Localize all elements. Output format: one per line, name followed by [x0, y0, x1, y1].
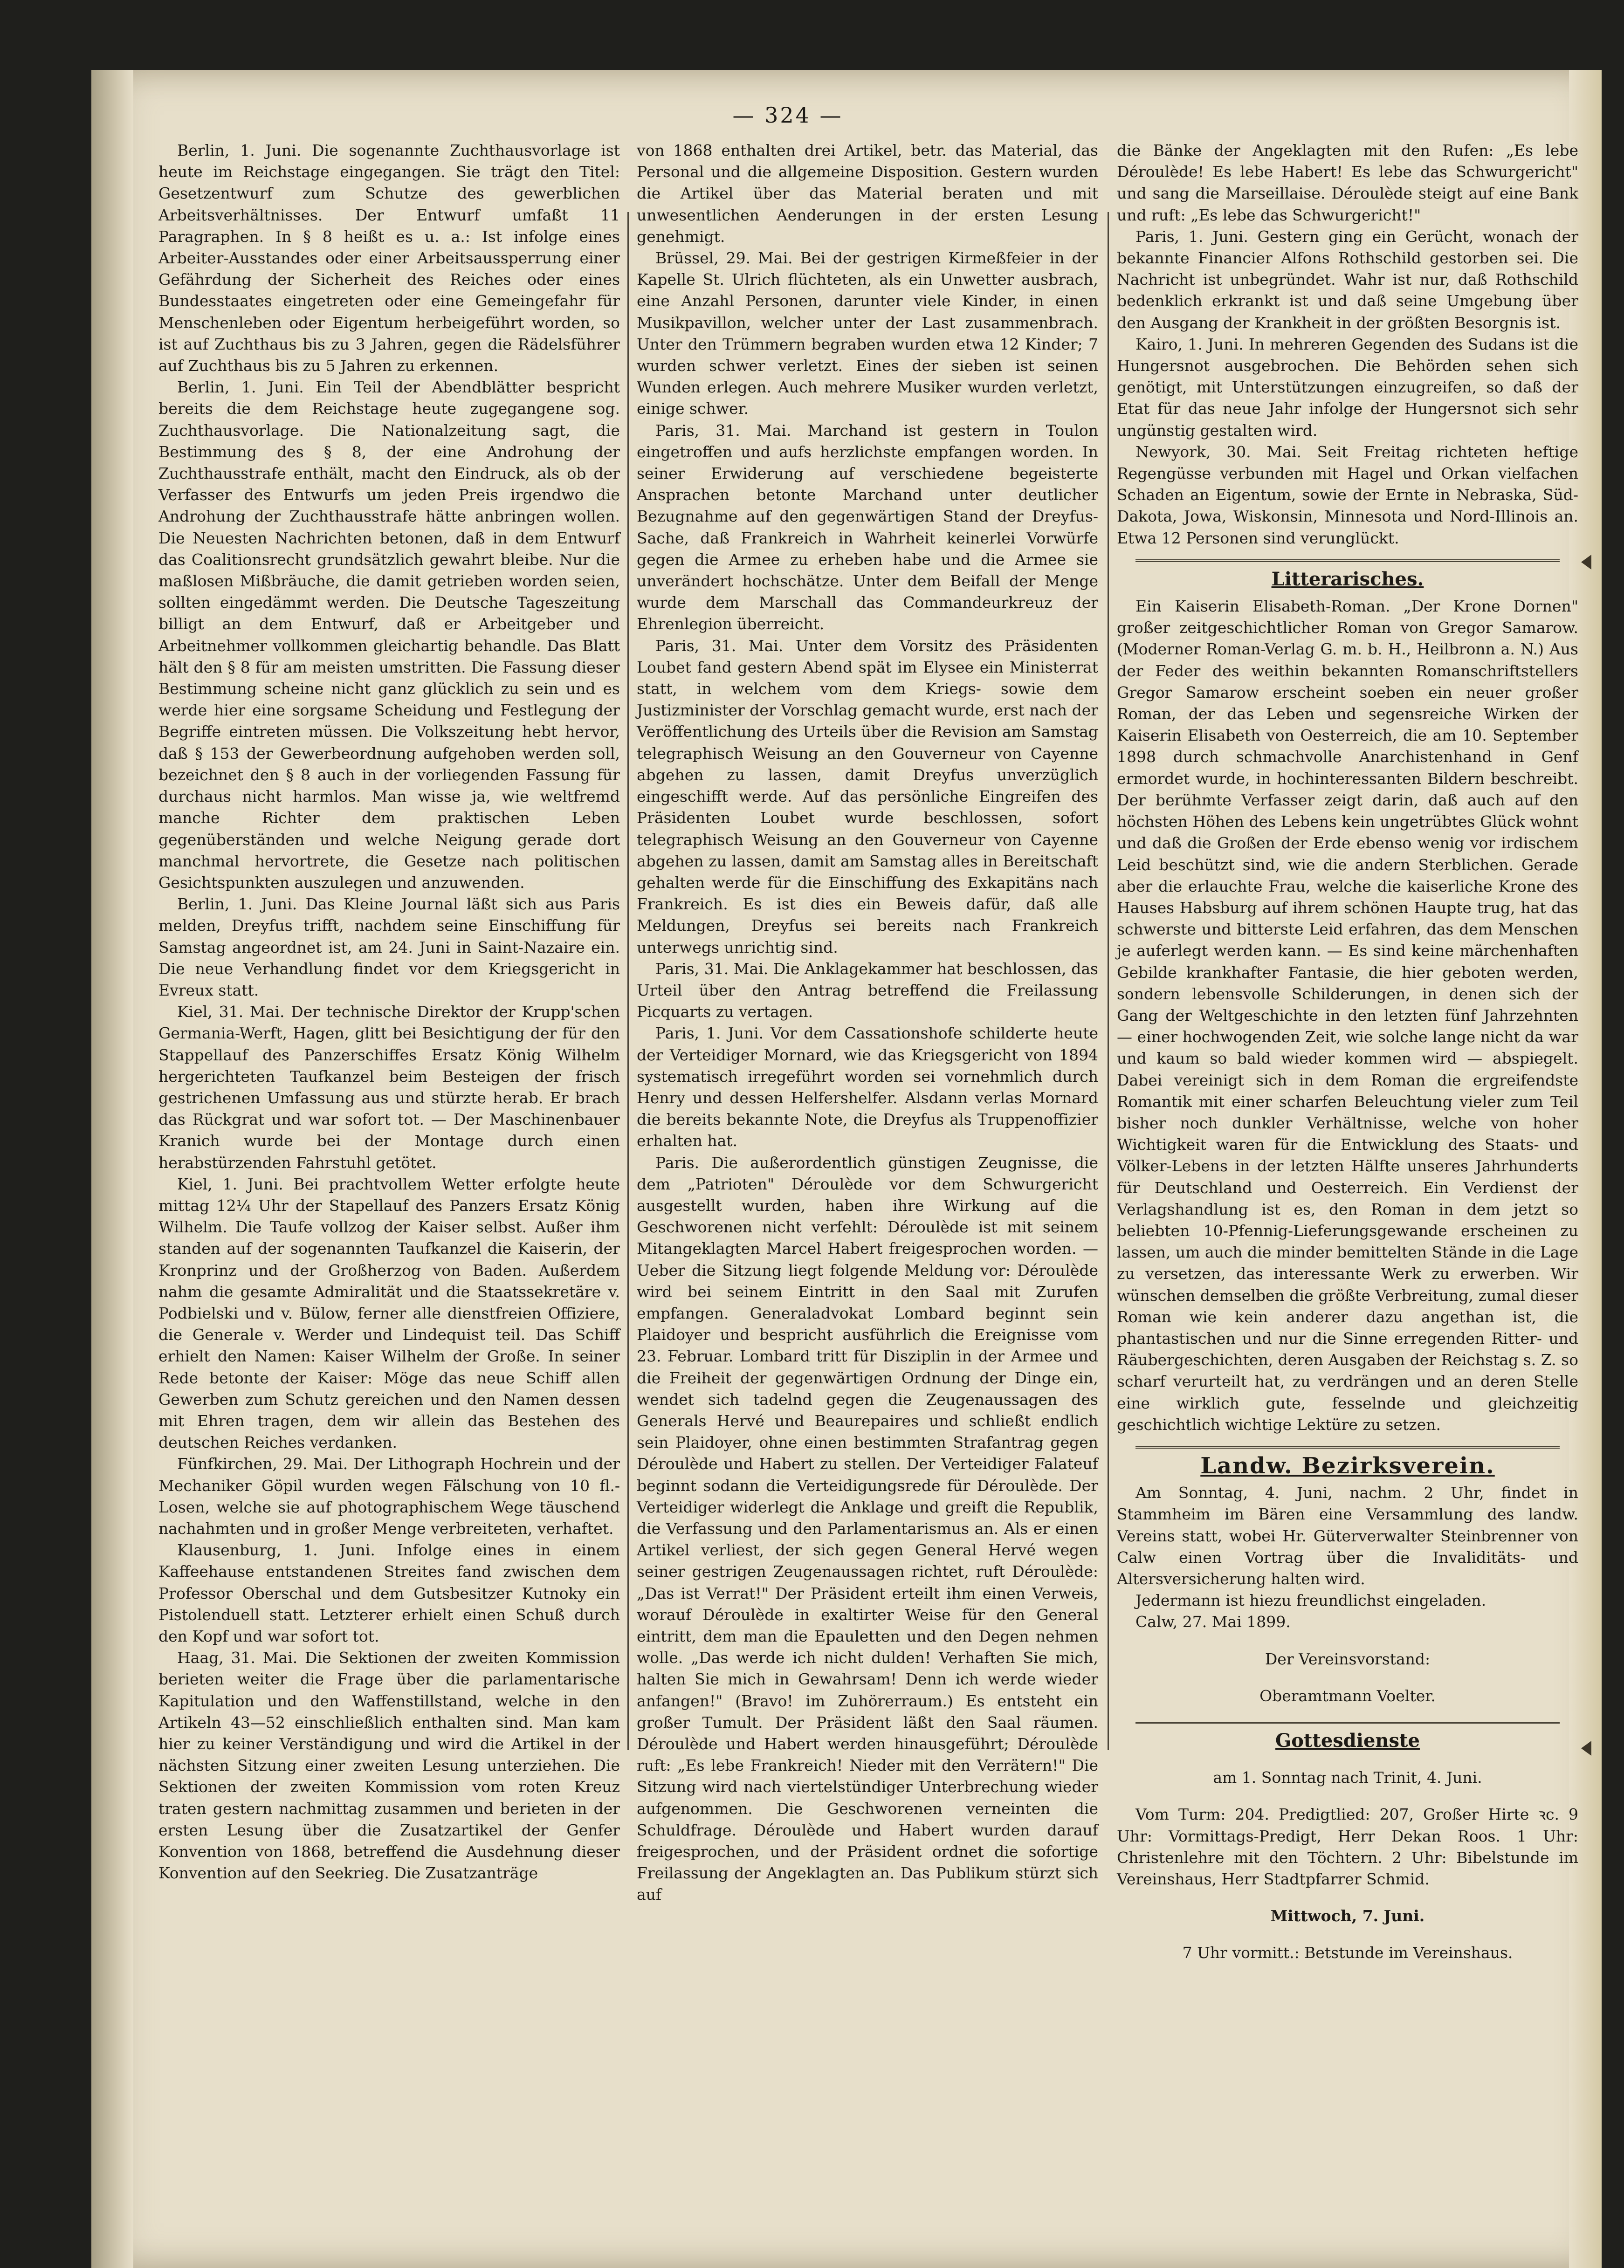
news-item: Berlin, 1. Juni. Das Kleine Journal läßt sich aus Paris melden, Dreyfus trifft, nachdem seine Einschiffung für Samstag angeordnet ist, am 24. Juni in Saint-Nazaire ein. Die neue Verhandlung findet vor dem Kriegsgericht in Evreux statt.	[158, 895, 620, 999]
book-review: Ein Kaiserin Elisabeth-Roman. „Der Krone Dornen" großer zeitgeschichtlicher Roman von Gregor Samarow. (Moderner Roman-Verlag G. m. b. H., Heilbronn a. N.) Aus der Feder des weithin bekannten Romanschriftstellers Gregor Samarow erscheint soeben ein neuer großer Roman, der das Leben und segensreiche Wirken der Kaiserin Elisabeth von Oesterreich, die am 10. September 1898 durch schmachvolle Anarchistenhand in Genf ermordet wurde, in hochinteressanten Bildern beschreibt. Der berühmte Verfasser zeigt darin, daß auch auf den höchsten Höhen des Lebens kein ungetrübtes Glück wohnt und daß die Großen der Erde ebenso wenig vor irdischem Leid beschützt sind, wie die andern Sterblichen. Gerade aber die erlauchte Frau, welche die kaiserliche Krone des Hauses Habsburg auf ihrem schönen Haupte trug, hat das schwerste und bitterste Leid erfahren, das dem Menschen je auferlegt werden kann. — Es sind keine märchenhaften Gebilde krankhafter Fantasie, die hier geboten werden, sondern lebensvolle Schilderungen, in denen sich der Gang der Weltgeschichte in den letzten fünf Jahrzehnten — einer hochwogenden Zeit, wie solche lange nicht da war und kaum so bald wieder kommen wird — abspiegelt. Dabei vereinigt sich in dem Roman die ergreifendste Romantik mit einer scharfen Beleuchtung vieler zum Teil bisher noch dunkler Verhältnisse, welche von hoher Wichtigkeit waren für die Entwicklung des Staats- und Völker-Lebens in der letzten Hälfte unseres Jahrhunderts für Deutschland und Oesterreich. Ein Verdienst der Verlagshandlung ist es, den Roman in dem jetzt so beliebten 10-Pfennig-Lieferungsgewande erscheinen zu lassen, um auch die minder bemittelten Stände in die Lage zu versetzen, das interessante Werk zu erwerben. Wir wünschen demselben die größte Verbreitung, zumal dieser Roman wie kein anderer dazu angethan ist, die phantastischen und nur die Sinne erregenden Ritter- und Räubergeschichten, deren Ausgaben der Reichstag s. Z. so scharf verurteilt hat, zu verdrängen und an deren Stelle eine wirklich gute, fesselnde und gleichzeitig geschichtlich wichtige Lektüre zu setzen.	[1117, 597, 1578, 1434]
section-heading-gottesdienste: Gottesdienste	[1275, 1730, 1420, 1752]
margin-marker	[1581, 1741, 1591, 1756]
news-item: Paris, 1. Juni. Gestern ging ein Gerücht, wonach der bekannte Financier Alfons Rothschild gestorben sei. Die Nachricht ist unbegründet. Wahr ist nur, daß Rothschild bedenklich erkrankt ist und daß seine Umgebung über den Ausgang der Krankheit in der größten Besorgnis ist.	[1117, 227, 1578, 332]
binding-gutter	[91, 70, 133, 2268]
news-item: Kiel, 31. Mai. Der technische Direktor der Krupp'schen Germania-Werft, Hagen, glitt bei Besichtigung der für den Stappellauf des Panzerschiffes Ersatz König Wilhelm hergerichteten Taufkanzel beim Besteigen der frisch gestrichenen Umfassung aus und stürzte herab. Er brach das Rückgrat und war sofort tot. — Der Maschinenbauer Kranich wurde bei der Montage durch einen herabstürzenden Fahrstuhl getötet.	[158, 1003, 620, 1172]
news-item: Fünfkirchen, 29. Mai. Der Lithograph Hochrein und der Mechaniker Göpil wurden wegen Fälschung von 10 fl.-Losen, welche sie auf photographischem Wege täuschend nachahmten und in großer Menge verbreiteten, verhaftet.	[158, 1455, 620, 1538]
verein-invite: Jedermann ist hiezu freundlichst eingeladen.	[1135, 1591, 1486, 1610]
news-item: Kiel, 1. Juni. Bei prachtvollem Wetter erfolgte heute mittag 12¼ Uhr der Stapellauf des Panzers Ersatz König Wilhelm. Die Taufe vollzog der Kaiser selbst. Außer ihm standen auf der sogenannten Taufkanzel die Kaiserin, der Kronprinz und der Großherzog von Baden. Außerdem nahm die gesamte Admiralität und die Staatssekretäre v. Podbielski und v. Bülow, ferner alle dienstfreien Offiziere, die Generale v. Werder und Lindequist teil. Das Schiff erhielt den Namen: Kaiser Wilhelm der Große. In seiner Rede betonte der Kaiser: Möge das neue Schiff allen Gewerben zum Schutz gereichen und den Namen dessen mit Ehren tragen, dem wir allein das Bestehen des deutschen Reiches verdanken.	[158, 1175, 620, 1452]
margin-marker	[1581, 555, 1591, 570]
gottesdienst-schedule: Vom Turm: 204. Predigtlied: 207, Großer Hirte ꝛc. 9 Uhr: Vormittags-Predigt, Herr Dekan Roos. 1 Uhr: Christenlehre mit den Töchtern. 2 Uhr: Bibelstunde im Vereinshaus, Herr Stadtpfarrer Schmid.	[1117, 1805, 1578, 1889]
news-item: Berlin, 1. Juni. Ein Teil der Abendblätter bespricht bereits die dem Reichstage heute zugegangene sog. Zuchthausvorlage. Die Nationalzeitung sagt, die Bestimmung des § 8, der eine Androhung der Zuchthausstrafe enthält, macht den Eindruck, als ob der Verfasser des Entwurfs um jeden Preis irgendwo die Androhung der Zuchthausstrafe hätte anbringen wollen. Die Neuesten Nachrichten betonen, daß in dem Entwurf das Coalitionsrecht grundsätzlich gewahrt bleibe. Nur die maßlosen Mißbräuche, die damit getrieben worden seien, sollten eingedämmt werden. Die Deutsche Tageszeitung billigt an dem Entwurf, daß er Arbeitgeber und Arbeitnehmer vollkommen gleichartig behandle. Das Blatt hält den § 8 für am meisten umstritten. Die Fassung dieser Bestimmung scheine nicht ganz glücklich zu sein und es werde hier eine sorgsame Scheidung und Festlegung der Begriffe eintreten müssen. Die Volkszeitung hebt hervor, daß § 153 der Gewerbeordnung aufgehoben werden soll, bezeichnet den § 8 auch in der vorliegenden Fassung für durchaus nicht harmlos. Man wisse ja, wie weltfremd manche Richter dem praktischen Leben gegenüberständen und welche Neigung gerade dort manchmal hervortrete, die Gesetze nach politischen Gesichtspunkten auszulegen und anzuwenden.	[158, 378, 620, 892]
gottesdienst-mittwoch-text: 7 Uhr vormitt.: Betstunde im Vereinshaus.	[1182, 1944, 1513, 1962]
section-divider	[1135, 1722, 1560, 1724]
news-item: Paris, 31. Mai. Die Anklagekammer hat beschlossen, das Urteil über den Antrag betreffend die Freilassung Picquarts zu vertagen.	[637, 959, 1098, 1021]
news-item: von 1868 enthalten drei Artikel, betr. das Material, das Personal und die allgemeine Disposition. Gestern wurden die Artikel über das Material beraten und mit unwesentlichen Aenderungen in der ersten Lesung genehmigt.	[637, 141, 1098, 246]
news-item: die Bänke der Angeklagten mit den Rufen: „Es lebe Déroulède! Es lebe Habert! Es lebe das Schwurgericht" und sang die Marseillaise. Déroulède steigt auf eine Bank und ruft: „Es lebe das Schwurgericht!"	[1117, 141, 1578, 224]
news-item: Kairo, 1. Juni. In mehreren Gegenden des Sudans ist die Hungersnot ausgebrochen. Die Behörden sehen sich genötigt, mit Unterstützungen einzugreifen, so daß der Etat für das neue Jahr infolge der Hungersnot sich sehr ungünstig gestalten wird.	[1117, 335, 1578, 440]
news-item: Haag, 31. Mai. Die Sektionen der zweiten Kommission berieten weiter die Frage über die parlamentarische Kapitulation und den Waffenstillstand, welche in den Artikeln 43—52 einschließlich enthalten sind. Man kam hier zu keiner Verständigung und wird die Artikel in der nächsten Sitzung einer zweiten Lesung unterziehen. Die Sektionen der zweiten Kommission vom roten Kreuz traten gestern nachmittag zusammen und berieten in der ersten Lesung über die Zusatzartikel der Genfer Konvention von 1868, betreffend die Ausdehnung dieser Konvention auf den Seekrieg. Die Zusatzanträge	[158, 1649, 620, 1883]
section-heading-verein: Landw. Bezirksverein.	[1200, 1452, 1495, 1479]
section-heading-litterarisches: Litterarisches.	[1271, 568, 1424, 590]
verein-signature-name: Oberamtmann Voelter.	[1259, 1686, 1436, 1705]
news-item: Klausenburg, 1. Juni. Infolge eines in einem Kaffeehause entstandenen Streites fand zwischen dem Professor Oberschal und dem Gutsbesitzer Kutnoky ein Pistolenduell statt. Letzterer erhielt einen Schuß durch den Kopf und war sofort tot.	[158, 1541, 620, 1646]
news-item: Paris, 1. Juni. Vor dem Cassationshofe schilderte heute der Verteidiger Mornard, wie das Kriegsgericht von 1894 systematisch irregeführt worden sei vornehmlich durch Henry und dessen Helfershelfer. Alsdann verlas Mornard die bereits bekannte Note, die Dreyfus als Truppenoffizier erhalten hat.	[637, 1024, 1098, 1150]
verein-notice: Am Sonntag, 4. Juni, nachm. 2 Uhr, findet in Stammheim im Bären eine Versammlung des landw. Vereins statt, wobei Hr. Güterverwalter Steinbrenner von Calw einen Vortrag über die Invaliditäts- und Altersversicherung halten wird.	[1117, 1484, 1578, 1588]
column-2	[637, 140, 1098, 1906]
news-item: Newyork, 30. Mai. Seit Freitag richteten heftige Regengüsse verbunden mit Hagel und Orkan vielfachen Schaden an Eigentum, sowie der Ernte in Nebraska, Süd-Dakota, Jowa, Wiskonsin, Minnesota und Nord-Illinois an. Etwa 12 Personen sind verunglückt.	[1117, 442, 1578, 547]
gottesdienst-mittwoch: Mittwoch, 7. Juni.	[1270, 1907, 1425, 1925]
gottesdienst-date: am 1. Sonntag nach Trinit, 4. Juni.	[1213, 1768, 1482, 1787]
news-item: Paris. Die außerordentlich günstigen Zeugnisse, die dem „Patrioten" Déroulède vor dem Schwurgericht ausgestellt wurden, haben ihre Wirkung auf die Geschworenen nicht verfehlt: Déroulède ist mit seinem Mitangeklagten Marcel Habert freigesprochen worden. — Ueber die Sitzung liegt folgende Meldung vor: Déroulède wird bei seinem Eintritt in den Saal mit Zurufen empfangen. Generaladvokat Lombard beginnt sein Plaidoyer und bespricht ausführlich die Ereignisse vom 23. Februar. Lombard tritt für Disziplin in der Armee und die Freiheit der gegenwärtigen Ordnung der Dinge ein, wendet sich tadelnd gegen die Zeugenaussagen des Generals Hervé und Beaurepaires und schließt endlich sein Plaidoyer, ohne einen bestimmten Strafantrag gegen Déroulède und Habert zu stellen. Der Verteidiger Falateuf beginnt sodann die Verteidigungsrede für Déroulède. Der Verteidiger widerlegt die Anklage und greift die Republik, die Verfassung und den Parlamentarismus an. Als er einen Artikel verliest, der sich gegen General Hervé wegen seiner gestrigen Zeugenaussagen richtet, ruft Déroulède: „Das ist Verrat!" Der Präsident erteilt ihm einen Verweis, worauf Déroulède in exaltirter Weise für den General eintritt, dem man die Epauletten und den Degen nehmen wolle. „Das werde ich nicht dulden! Verhaften Sie mich, halten Sie mich in Gewahrsam! Denn ich werde wieder anfangen!" (Bravo! im Zuhörerraum.) Es entsteht ein großer Tumult. Der Präsident läßt den Saal räumen. Déroulède und Habert werden hinausgeführt; Déroulède ruft: „Es lebe Frankreich! Nieder mit den Verrätern!" Die Sitzung wird nach viertelstündiger Unterbrechung wieder aufgenommen. Die Geschworenen verneinten die Schuldfrage. Déroulède und Habert wurden darauf freigesprochen, und der Präsident ordnet die sofortige Freilassung der Angeklagten an. Das Publikum stürzt sich auf	[637, 1153, 1098, 1904]
news-item: Paris, 31. Mai. Marchand ist gestern in Toulon eingetroffen und aufs herzlichste empfangen worden. In seiner Erwiderung auf verschiedene begeisterte Ansprachen betonte Marchand unter deutlicher Bezugnahme auf den gegenwärtigen Stand der Dreyfus-Sache, daß Frankreich in Wahrheit keinerlei Vorwürfe gegen die Armee zu erheben habe und die Armee sie unverändert hochschätze. Unter dem Beifall der Menge wurde dem Marschall das Commandeurkreuz der Ehrenlegion überreicht.	[637, 421, 1098, 633]
column-3	[1117, 140, 1578, 1979]
section-divider	[1135, 559, 1560, 562]
column-divider	[1108, 212, 1109, 1750]
verein-place-date: Calw, 27. Mai 1899.	[1135, 1613, 1291, 1631]
news-item: Paris, 31. Mai. Unter dem Vorsitz des Präsidenten Loubet fand gestern Abend spät im Elysee ein Ministerrat statt, in welchem vom dem Kriegs- sowie dem Justizminister der Vorschlag gemacht wurde, erst nach der Veröffentlichung des Urteils über die Revision am Samstag telegraphisch Weisung an den Gouverneur von Cayenne abgehen zu lassen, damit Dreyfus unverzüglich eingeschifft werde. Auf das persönliche Eingreifen des Präsidenten Loubet wurde beschlossen, sofort telegraphisch Weisung an den Gouverneur von Cayenne abgehen zu lassen, damit am Samstag alles in Bereitschaft gehalten werde für die Einschiffung des Exkapitäns nach Frankreich. Es ist dies ein Beweis dafür, daß alle Meldungen, Dreyfus sei bereits nach Frankreich unterwegs unrichtig sind.	[637, 636, 1098, 956]
column-1	[158, 140, 620, 1884]
news-item: Berlin, 1. Juni. Die sogenannte Zuchthausvorlage ist heute im Reichstage eingegangen. Sie trägt den Titel: Gesetzentwurf zum Schutze des gewerblichen Arbeitsverhältnisses. Der Entwurf umfaßt 11 Paragraphen. In § 8 heißt es u. a.: Ist infolge eines Arbeiter-Ausstandes oder einer Arbeitsaussperrung einer Gefährdung der Sicherheit des Reiches oder eines Bundesstaates eingetreten oder eine Gemeingefahr für Menschenleben oder Eigentum herbeigeführt worden, so ist auf Zuchthaus bis zu 3 Jahren, gegen die Rädelsführer auf Zuchthaus bis zu 5 Jahren zu erkennen.	[158, 141, 620, 375]
news-item: Brüssel, 29. Mai. Bei der gestrigen Kirmeßfeier in der Kapelle St. Ulrich flüchteten, als ein Unwetter ausbrach, eine Anzahl Personen, darunter viele Kinder, in einen Musikpavillon, welcher unter der Last zusammenbrach. Unter den Trümmern begraben wurden etwa 12 Kinder; 7 wurden schwer verletzt. Eines der sieben ist seinen Wunden erlegen. Auch mehrere Musiker wurden verletzt, einige schwer.	[637, 249, 1098, 418]
page-number: — 324 —	[732, 103, 843, 128]
verein-signature-title: Der Vereinsvorstand:	[1265, 1649, 1431, 1668]
section-divider	[1135, 1446, 1560, 1449]
column-divider	[627, 212, 629, 1750]
